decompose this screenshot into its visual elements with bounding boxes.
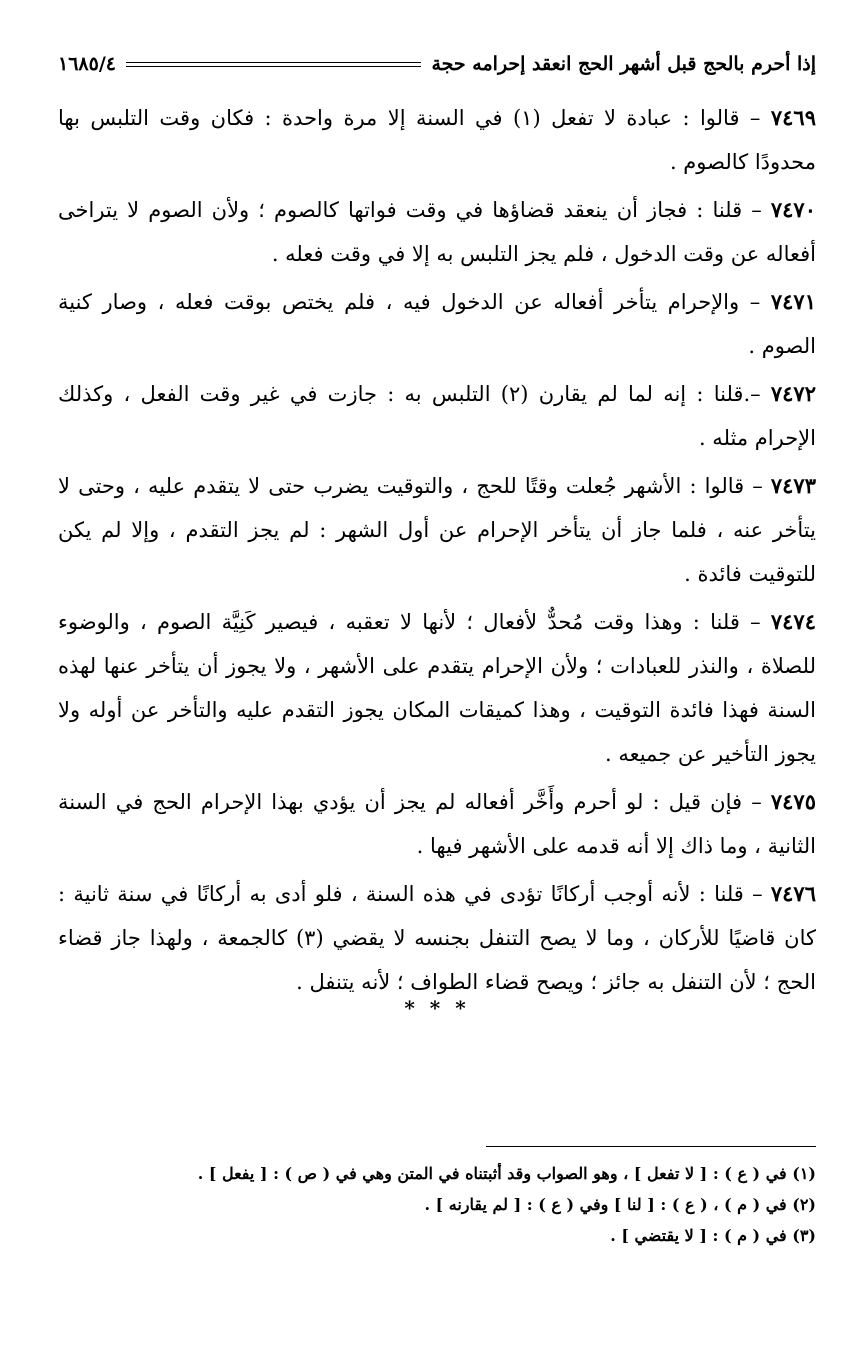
paragraph-text: –.قلنا : إنه لما لم يقارن (٢) التلبس به : جازت في غير وقت الفعل ، وكذلك الإحرام مثله . <box>58 382 816 450</box>
paragraph-text: – قلنا : وهذا وقت مُحدٌّ لأفعال ؛ لأنها لا تعقبه ، فيصير كَنِيَّة الصوم ، والوضوء للصلاة ، والنذر للعبادات ؛ ولأن الإحرام يتقدم على الأشهر ، ولا يجوز أن يتأخر عنها لهذه السنة فهذا فائدة التوقيت ، وهذا كميقات المكان يجوز التقدم عليه والتأخر عن أوله ولا يجوز التأخير عن جميعه . <box>58 610 816 766</box>
paragraph-number: ٧٤٧٠ <box>770 197 816 222</box>
paragraph-number: ٧٤٦٩ <box>770 105 816 130</box>
paragraph <box>58 872 816 1004</box>
paragraph-text: – والإحرام يتأخر أفعاله عن الدخول فيه ، فلم يختص بوقت فعله ، وصار كنية الصوم . <box>58 290 816 358</box>
section-separator: * * * <box>404 996 470 1020</box>
paragraph-text: – قلنا : لأنه أوجب أركانًا تؤدى في هذه السنة ، فلو أدى به أركانًا في سنة ثانية : كان قاضيًا للأركان ، وما لا يصح التنفل بجنسه لا يقضي (٣) كالجمعة ، ولهذا جاز قضاء الحج ؛ لأن التنفل به جائز ؛ ويصح قضاء الطواف ؛ لأنه يتنفل . <box>58 882 816 994</box>
paragraph-text: – فإن قيل : لو أحرم وأَخَّر أفعاله لم يجز أن يؤدي بهذا الإحرام الحج في السنة الثانية ، وما ذاك إلا أنه قدمه على الأشهر فيها . <box>58 790 816 858</box>
paragraph <box>58 96 816 184</box>
book-page <box>58 28 816 1328</box>
paragraph <box>58 188 816 276</box>
footnote: (٣) في ( م ) : [ لا يقتضي ] . <box>610 1226 816 1245</box>
running-title: إذا أحرم بالحج قبل أشهر الحج انعقد إحرامه حجة <box>431 53 816 75</box>
footnote-rule <box>486 1146 816 1147</box>
paragraph-text: – قالوا : الأشهر جُعلت وقتًا للحج ، والتوقيت يضرب حتى لا يتقدم عليه ، وحتى لا يتأخر عنه ، فلما جاز أن يتأخر الإحرام عن أول الشهر : لم يجز التقدم ، وإلا لم يكن للتوقيت فائدة . <box>58 474 816 586</box>
paragraph <box>58 464 816 596</box>
paragraph-number: ٧٤٧٣ <box>770 473 816 498</box>
paragraph-number: ٧٤٧١ <box>770 289 816 314</box>
paragraph-number: ٧٤٧٦ <box>770 881 816 906</box>
main-text <box>58 96 816 1008</box>
footnote: (٢) في ( م ) ، ( ع ) : [ لنا ] وفي ( ع ) : [ لم يقارنه ] . <box>424 1195 816 1214</box>
footnote: (١) في ( ع ) : [ لا تفعل ] ، وهو الصواب وقد أثبتناه في المتن وهي في ( ص ) : [ يفعل ] . <box>197 1164 816 1183</box>
footnotes <box>58 1158 816 1251</box>
paragraph-text: – قلنا : فجاز أن ينعقد قضاؤها في وقت فواتها كالصوم ؛ ولأن الصوم لا يتراخى أفعاله عن وقت الدخول ، فلم يجز التلبس به إلا في وقت فعله . <box>58 198 816 266</box>
paragraph <box>58 780 816 868</box>
paragraph <box>58 372 816 460</box>
paragraph-text: – قالوا : عبادة لا تفعل (١) في السنة إلا مرة واحدة : فكان وقت التلبس بها محدودًا كالصوم . <box>58 106 816 174</box>
page-header <box>58 44 816 84</box>
paragraph-number: ٧٤٧٤ <box>770 609 816 634</box>
paragraph-number: ٧٤٧٥ <box>770 789 816 814</box>
paragraph <box>58 600 816 776</box>
page-number: ١٦٨٥/٤ <box>58 53 116 75</box>
paragraph <box>58 280 816 368</box>
paragraph-number: ٧٤٧٢ <box>770 381 816 406</box>
header-rule <box>126 62 422 67</box>
